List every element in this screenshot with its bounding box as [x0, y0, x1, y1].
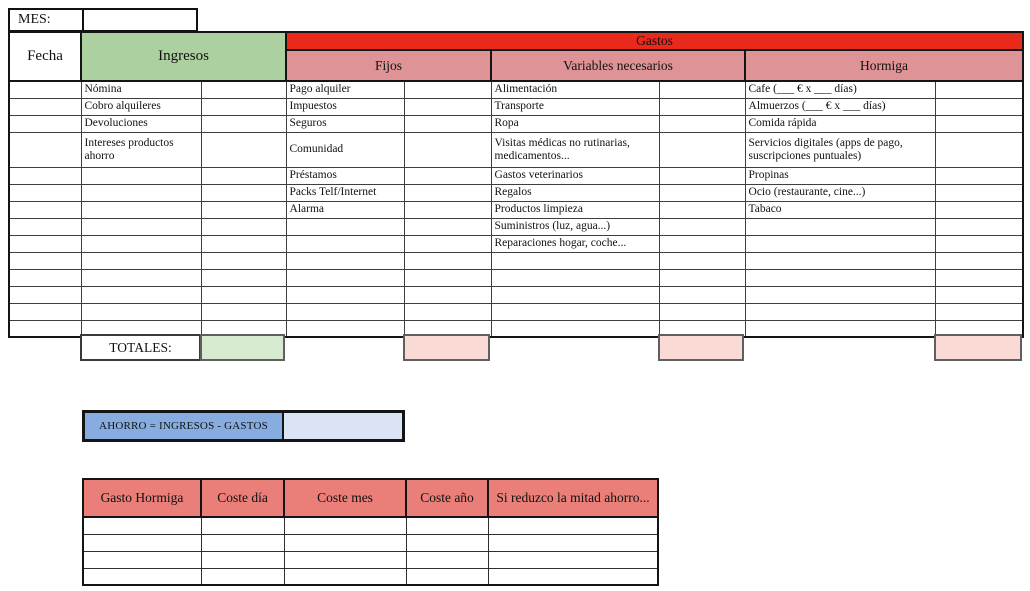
fecha-cell[interactable]	[9, 218, 81, 235]
variable-value-cell[interactable]	[659, 184, 745, 201]
table-row	[9, 184, 1023, 201]
fecha-cell[interactable]	[9, 132, 81, 167]
fijo-name-cell: Seguros	[286, 115, 404, 132]
fecha-cell[interactable]	[9, 286, 81, 303]
hormiga-table-cell[interactable]	[284, 568, 406, 585]
hormiga-table-cell[interactable]	[83, 568, 201, 585]
table-row	[9, 218, 1023, 235]
ahorro-box	[82, 410, 405, 442]
variable-name-cell: Regalos	[491, 184, 659, 201]
totales-ingresos-cell[interactable]	[200, 334, 285, 361]
totales-fijos-cell[interactable]	[403, 334, 490, 361]
hormiga-table-cell[interactable]	[488, 551, 658, 568]
ingreso-name-cell: Nómina	[81, 81, 201, 98]
variable-value-cell[interactable]	[659, 218, 745, 235]
hormiga-table-cell[interactable]	[406, 568, 488, 585]
hormiga-table-cell[interactable]	[201, 568, 284, 585]
table-row	[9, 269, 1023, 286]
ingreso-value-cell[interactable]	[201, 98, 286, 115]
totales-hormiga-cell[interactable]	[934, 334, 1022, 361]
hormiga-value-cell[interactable]	[935, 269, 1023, 286]
hormiga-name-cell	[745, 252, 935, 269]
hormiga-table-cell[interactable]	[406, 551, 488, 568]
variable-name-cell	[491, 286, 659, 303]
hormiga-value-cell[interactable]	[935, 167, 1023, 184]
header-hormiga: Hormiga	[745, 50, 1023, 81]
variable-name-cell: Gastos veterinarios	[491, 167, 659, 184]
fijo-value-cell[interactable]	[404, 269, 491, 286]
hormiga-name-cell	[745, 235, 935, 252]
ingreso-value-cell[interactable]	[201, 201, 286, 218]
variable-name-cell: Productos limpieza	[491, 201, 659, 218]
ingreso-value-cell[interactable]	[201, 303, 286, 320]
fecha-cell[interactable]	[9, 115, 81, 132]
hormiga-table-cell[interactable]	[284, 534, 406, 551]
header-ingresos: Ingresos	[81, 32, 286, 81]
hormiga-name-cell: Almuerzos (___ € x ___ días)	[745, 98, 935, 115]
table-row	[9, 252, 1023, 269]
variable-value-cell[interactable]	[659, 303, 745, 320]
fecha-cell[interactable]	[9, 252, 81, 269]
hormiga-table-body	[83, 517, 658, 585]
mes-label: MES:	[10, 10, 84, 30]
totales-label: TOTALES:	[80, 334, 201, 361]
fijo-name-cell: Alarma	[286, 201, 404, 218]
variable-name-cell: Transporte	[491, 98, 659, 115]
table-row	[83, 551, 658, 568]
table-row	[9, 235, 1023, 252]
hormiga-name-cell	[745, 286, 935, 303]
header-gastos: Gastos	[286, 32, 1023, 50]
hormiga-name-cell: Tabaco	[745, 201, 935, 218]
ingreso-name-cell: Intereses productos ahorro	[81, 132, 201, 167]
header-variables-necesarios: Variables necesarios	[491, 50, 745, 81]
fecha-cell[interactable]	[9, 167, 81, 184]
fijo-name-cell	[286, 269, 404, 286]
hormiga-table-cell[interactable]	[488, 517, 658, 534]
variable-name-cell: Visitas médicas no rutinarias, medicamentos...	[491, 132, 659, 167]
variable-value-cell[interactable]	[659, 286, 745, 303]
ahorro-value-cell[interactable]	[284, 413, 402, 439]
variable-name-cell	[491, 269, 659, 286]
variable-value-cell[interactable]	[659, 81, 745, 98]
fijo-value-cell[interactable]	[404, 98, 491, 115]
fijo-value-cell[interactable]	[404, 235, 491, 252]
fijo-value-cell[interactable]	[404, 167, 491, 184]
hormiga-table-header-coste-dia: Coste día	[201, 479, 284, 517]
main-budget-table	[8, 31, 1024, 338]
table-row	[9, 286, 1023, 303]
fijo-name-cell: Packs Telf/Internet	[286, 184, 404, 201]
variable-value-cell[interactable]	[659, 201, 745, 218]
hormiga-value-cell[interactable]	[935, 252, 1023, 269]
ingreso-name-cell	[81, 252, 201, 269]
hormiga-name-cell	[745, 218, 935, 235]
hormiga-name-cell: Propinas	[745, 167, 935, 184]
hormiga-value-cell[interactable]	[935, 132, 1023, 167]
ingreso-name-cell	[81, 286, 201, 303]
variable-value-cell[interactable]	[659, 132, 745, 167]
table-row	[9, 115, 1023, 132]
hormiga-table-cell[interactable]	[488, 568, 658, 585]
fijo-value-cell[interactable]	[404, 252, 491, 269]
hormiga-value-cell[interactable]	[935, 98, 1023, 115]
variable-name-cell	[491, 303, 659, 320]
hormiga-name-cell: Ocio (restaurante, cine...)	[745, 184, 935, 201]
ingreso-value-cell[interactable]	[201, 184, 286, 201]
hormiga-table-cell[interactable]	[83, 534, 201, 551]
table-row	[9, 201, 1023, 218]
ahorro-formula-label: AHORRO = INGRESOS - GASTOS	[85, 413, 284, 439]
hormiga-table-cell[interactable]	[201, 534, 284, 551]
main-table-body	[9, 81, 1023, 337]
hormiga-table-cell[interactable]	[406, 517, 488, 534]
hormiga-table-header-coste-ano: Coste año	[406, 479, 488, 517]
hormiga-table-cell[interactable]	[83, 551, 201, 568]
ingreso-value-cell[interactable]	[201, 132, 286, 167]
hormiga-value-cell[interactable]	[935, 303, 1023, 320]
variable-name-cell: Suministros (luz, agua...)	[491, 218, 659, 235]
table-row	[9, 167, 1023, 184]
variable-name-cell: Reparaciones hogar, coche...	[491, 235, 659, 252]
fijo-name-cell	[286, 235, 404, 252]
ingreso-value-cell[interactable]	[201, 218, 286, 235]
fijo-name-cell: Pago alquiler	[286, 81, 404, 98]
hormiga-table-cell[interactable]	[83, 517, 201, 534]
hormiga-value-cell[interactable]	[935, 201, 1023, 218]
table-row	[9, 303, 1023, 320]
mes-value-cell[interactable]	[84, 10, 196, 30]
fijo-value-cell[interactable]	[404, 201, 491, 218]
hormiga-table-cell[interactable]	[284, 551, 406, 568]
hormiga-table-cell[interactable]	[488, 534, 658, 551]
fijo-value-cell[interactable]	[404, 132, 491, 167]
ingreso-value-cell[interactable]	[201, 235, 286, 252]
variable-value-cell[interactable]	[659, 98, 745, 115]
header-fecha: Fecha	[9, 32, 81, 81]
fijo-name-cell: Impuestos	[286, 98, 404, 115]
fijo-value-cell[interactable]	[404, 81, 491, 98]
ingreso-name-cell	[81, 201, 201, 218]
hormiga-value-cell[interactable]	[935, 218, 1023, 235]
fijo-name-cell: Comunidad	[286, 132, 404, 167]
variable-value-cell[interactable]	[659, 115, 745, 132]
variable-name-cell: Alimentación	[491, 81, 659, 98]
ingreso-value-cell[interactable]	[201, 81, 286, 98]
hormiga-table-cell[interactable]	[284, 517, 406, 534]
table-row	[83, 568, 658, 585]
header-fijos: Fijos	[286, 50, 491, 81]
ingreso-value-cell[interactable]	[201, 252, 286, 269]
variable-value-cell[interactable]	[659, 235, 745, 252]
ingreso-name-cell	[81, 235, 201, 252]
fijo-value-cell[interactable]	[404, 115, 491, 132]
fijo-name-cell	[286, 303, 404, 320]
hormiga-table-cell[interactable]	[201, 517, 284, 534]
hormiga-table-header-si-reduzco: Si reduzco la mitad ahorro...	[488, 479, 658, 517]
hormiga-value-cell[interactable]	[935, 115, 1023, 132]
fecha-cell[interactable]	[9, 98, 81, 115]
variable-name-cell: Ropa	[491, 115, 659, 132]
table-row	[9, 132, 1023, 167]
ingreso-value-cell[interactable]	[201, 269, 286, 286]
variable-value-cell[interactable]	[659, 167, 745, 184]
hormiga-value-cell[interactable]	[935, 235, 1023, 252]
hormiga-name-cell	[745, 269, 935, 286]
fecha-cell[interactable]	[9, 303, 81, 320]
ingreso-value-cell[interactable]	[201, 286, 286, 303]
hormiga-table-header-gasto: Gasto Hormiga	[83, 479, 201, 517]
fecha-cell[interactable]	[9, 269, 81, 286]
ingreso-name-cell	[81, 167, 201, 184]
mes-box	[8, 8, 198, 32]
table-row	[9, 81, 1023, 98]
fijo-name-cell: Préstamos	[286, 167, 404, 184]
fijo-name-cell	[286, 286, 404, 303]
hormiga-value-cell[interactable]	[935, 286, 1023, 303]
fecha-cell[interactable]	[9, 184, 81, 201]
fijo-name-cell	[286, 218, 404, 235]
variable-value-cell[interactable]	[659, 269, 745, 286]
fijo-value-cell[interactable]	[404, 303, 491, 320]
hormiga-name-cell: Cafe (___ € x ___ días)	[745, 81, 935, 98]
ingreso-name-cell	[81, 303, 201, 320]
hormiga-table-cell[interactable]	[406, 534, 488, 551]
ingreso-value-cell[interactable]	[201, 115, 286, 132]
table-row	[83, 517, 658, 534]
ingreso-name-cell: Devoluciones	[81, 115, 201, 132]
hormiga-value-cell[interactable]	[935, 184, 1023, 201]
totales-variables-cell[interactable]	[658, 334, 744, 361]
hormiga-name-cell: Comida rápida	[745, 115, 935, 132]
fijo-value-cell[interactable]	[404, 286, 491, 303]
ingreso-name-cell: Cobro alquileres	[81, 98, 201, 115]
ingreso-name-cell	[81, 218, 201, 235]
fecha-cell[interactable]	[9, 235, 81, 252]
ingreso-name-cell	[81, 184, 201, 201]
variable-name-cell	[491, 252, 659, 269]
fijo-name-cell	[286, 252, 404, 269]
table-row	[9, 98, 1023, 115]
hormiga-name-cell	[745, 303, 935, 320]
fijo-value-cell[interactable]	[404, 218, 491, 235]
gasto-hormiga-table	[82, 478, 659, 586]
hormiga-table-header-coste-mes: Coste mes	[284, 479, 406, 517]
hormiga-table-cell[interactable]	[201, 551, 284, 568]
fecha-cell[interactable]	[9, 81, 81, 98]
ingreso-name-cell	[81, 269, 201, 286]
table-row	[83, 534, 658, 551]
variable-value-cell[interactable]	[659, 252, 745, 269]
hormiga-value-cell[interactable]	[935, 81, 1023, 98]
ingreso-value-cell[interactable]	[201, 167, 286, 184]
fijo-value-cell[interactable]	[404, 184, 491, 201]
totales-row	[8, 334, 1020, 361]
hormiga-name-cell: Servicios digitales (apps de pago, suscripciones puntuales)	[745, 132, 935, 167]
fecha-cell[interactable]	[9, 201, 81, 218]
